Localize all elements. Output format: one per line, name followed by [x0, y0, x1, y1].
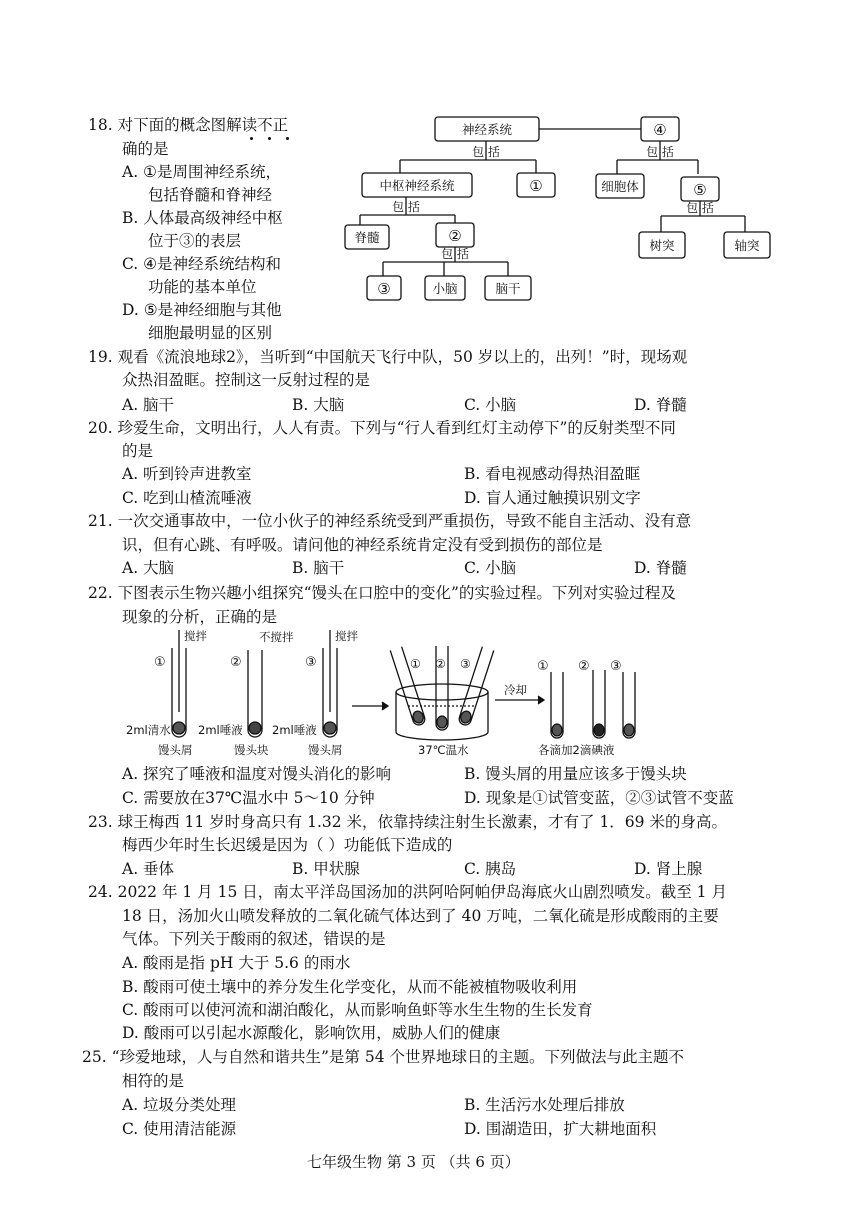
final-tube-1-label: ① [537, 659, 549, 674]
stir-label: 搅拌 [184, 629, 207, 643]
q21-option-c: C. 小脑 [464, 559, 517, 577]
q20-option-a: A. 听到铃声进教室 [122, 465, 252, 483]
node-spinal-cord: 脊髓 [354, 230, 380, 245]
q22-option-a: A. 探究了唾液和温度对馒头消化的影响 [122, 765, 392, 783]
q25-option-b: B. 生活污水处理后排放 [464, 1096, 625, 1114]
page-footer: 七年级生物 第 3 页 （共 6 页） [307, 1153, 520, 1171]
node-brainstem: 脑干 [495, 281, 521, 296]
q18-option-c: C. ④是神经系统结构和 [122, 255, 282, 273]
node-dendrite: 树突 [649, 238, 675, 253]
node-cns: 中枢神经系统 [379, 178, 455, 193]
bath-tube-2-label: ② [435, 657, 446, 671]
include-label: 包 括 [646, 145, 674, 159]
q25-stem-line1: 25. “珍爱地球，人与自然和谐共生”是第 54 个世界地球日的主题。下列做法与此主题不 [82, 1048, 685, 1066]
node-nervous-system: 神经系统 [461, 122, 513, 137]
q23-stem-line1: 23. 球王梅西 11 岁时身高只有 1.32 米，依靠持续注射生长激素，才有了 1．69 米的身高。 [88, 813, 727, 831]
q18-stem-line1: 18. 对下面的概念图解读不正 [88, 116, 289, 134]
node-2: ② [448, 227, 462, 245]
q22-stem-line1: 22. 下图表示生物兴趣小组探究“馒头在口腔中的变化”的实验过程。下列对实验过程及 [88, 584, 676, 602]
q23-option-a: A. 垂体 [122, 860, 175, 878]
q21-stem-line2: 识，但有心跳、有呼吸。请问他的神经系统肯定没有受到损伤的部位是 [122, 536, 603, 554]
crumbs-label: 馒头屑 [158, 743, 193, 757]
q18-option-a-cont: 包括脊髓和脊神经 [148, 186, 273, 204]
q22-option-c: C. 需要放在37℃温水中 5～10 分钟 [122, 789, 375, 807]
q22-option-b: B. 馒头屑的用量应该多于馒头块 [464, 765, 687, 783]
water-label: 2ml清水 [126, 723, 171, 737]
tube-2-label: ② [230, 655, 242, 670]
q22-stem-line2: 现象的分析，正确的是 [122, 608, 278, 626]
include-label: 包 括 [472, 145, 500, 159]
node-axon: 轴突 [734, 238, 760, 253]
q24-option-a: A. 酸雨是指 pH 大于 5.6 的雨水 [122, 954, 351, 972]
include-label: 包 括 [441, 247, 469, 261]
stir-label: 搅拌 [335, 629, 358, 643]
saliva-label: 2ml唾液 [272, 723, 317, 737]
q25-option-d: D. 围湖造田，扩大耕地面积 [464, 1120, 657, 1138]
node-1: ① [529, 177, 543, 195]
q24-stem-line3: 气体。下列关于酸雨的叙述，错误的是 [122, 930, 386, 948]
q24-option-c: C. 酸雨可以使河流和湖泊酸化，从而影响鱼虾等水生生物的生长发育 [122, 1001, 593, 1019]
q24-option-d: D. 酸雨可以引起水源酸化，影响饮用，威胁人们的健康 [122, 1024, 501, 1042]
q19-option-c: C. 小脑 [464, 396, 517, 414]
final-tube-2-label: ② [578, 659, 590, 674]
include-label: 包 括 [392, 200, 420, 214]
q24-stem-line2: 18 日，汤加火山喷发释放的二氧化硫气体达到了 40 万吨，二氧化硫是形成酸雨的主要 [122, 907, 719, 925]
tube-1-label: ① [154, 655, 166, 670]
concept-map [340, 110, 800, 310]
q25-option-c: C. 使用清洁能源 [122, 1120, 237, 1138]
q22-option-d: D. 现象是①试管变蓝，②③试管不变蓝 [464, 789, 734, 807]
q21-stem-line1: 21. 一次交通事故中，一位小伙子的神经系统受到严重损伤，导致不能自主活动、没有意 [88, 512, 692, 530]
water-bath-label: 37℃温水 [418, 743, 469, 757]
bath-tube-1-label: ① [410, 657, 421, 671]
q21-option-b: B. 脑干 [292, 559, 345, 577]
final-tube-3-label: ③ [610, 659, 622, 674]
emphasis-dot [286, 137, 289, 140]
q19-stem-line1: 19. 观看《流浪地球2》，当听到“中国航天飞行中队，50 岁以上的，出列！”时，现场观 [88, 348, 688, 366]
q18-option-b: B. 人体最高级神经中枢 [122, 209, 283, 227]
emphasis-dot [250, 137, 253, 140]
q19-option-b: B. 大脑 [292, 396, 345, 414]
q19-option-a: A. 脑干 [122, 396, 175, 414]
tube-3-label: ③ [305, 655, 317, 670]
q23-stem-line2: 梅西少年时生长迟缓是因为（ ）功能低下造成的 [122, 836, 453, 854]
crumbs-label: 馒头屑 [308, 743, 343, 757]
q23-option-c: C. 胰岛 [464, 860, 517, 878]
q21-option-a: A. 大脑 [122, 559, 175, 577]
q18-option-d: D. ⑤是神经细胞与其他 [122, 301, 282, 319]
cool-label: 冷却 [504, 683, 527, 697]
q20-option-b: B. 看电视感动得热泪盈眶 [464, 465, 641, 483]
q18-option-b-cont: 位于③的表层 [148, 232, 242, 250]
q24-stem-line1: 24. 2022 年 1 月 15 日，南太平洋岛国汤加的洪阿哈阿帕伊岛海底火山剧烈喷发。截至 1 月 [88, 883, 727, 901]
q20-option-d: D. 盲人通过触摸识别文字 [464, 489, 641, 507]
q19-stem-line2: 众热泪盈眶。控制这一反射过程的是 [122, 371, 371, 389]
block-label: 馒头块 [234, 743, 269, 757]
q25-option-a: A. 垃圾分类处理 [122, 1096, 237, 1114]
q23-option-b: B. 甲状腺 [292, 860, 360, 878]
experiment-figure [120, 628, 660, 760]
node-4: ④ [653, 121, 667, 139]
saliva-label: 2ml唾液 [198, 723, 243, 737]
q18-option-c-cont: 功能的基本单位 [148, 278, 257, 296]
node-5: ⑤ [693, 181, 707, 199]
q23-option-d: D. 肾上腺 [634, 860, 703, 878]
q18-option-a: A. ①是周围神经系统， [122, 163, 281, 181]
q18-stem-line2: 确的是 [122, 140, 169, 158]
node-3: ③ [377, 280, 391, 298]
q21-option-d: D. 脊髓 [634, 559, 687, 577]
q20-stem-line1: 20. 珍爱生命，文明出行，人人有责。下列与“行人看到红灯主动停下”的反射类型不同 [88, 419, 676, 437]
node-cell-body: 细胞体 [601, 179, 639, 194]
iodine-label: 各滴加2滴碘液 [538, 743, 615, 757]
q20-stem-line2: 的是 [122, 442, 154, 460]
bath-tube-3-label: ③ [460, 657, 471, 671]
q25-stem-line2: 相符的是 [122, 1072, 185, 1090]
q20-option-c: C. 吃到山楂流唾液 [122, 489, 252, 507]
no-stir-label: 不搅拌 [259, 630, 294, 644]
q19-option-d: D. 脊髓 [634, 396, 687, 414]
node-cerebellum: 小脑 [432, 281, 458, 296]
include-label: 包 括 [686, 201, 714, 215]
q18-option-d-cont: 细胞最明显的区别 [148, 324, 273, 342]
emphasis-dot [268, 137, 271, 140]
q24-option-b: B. 酸雨可使土壤中的养分发生化学变化，从而不能被植物吸收利用 [122, 978, 578, 996]
